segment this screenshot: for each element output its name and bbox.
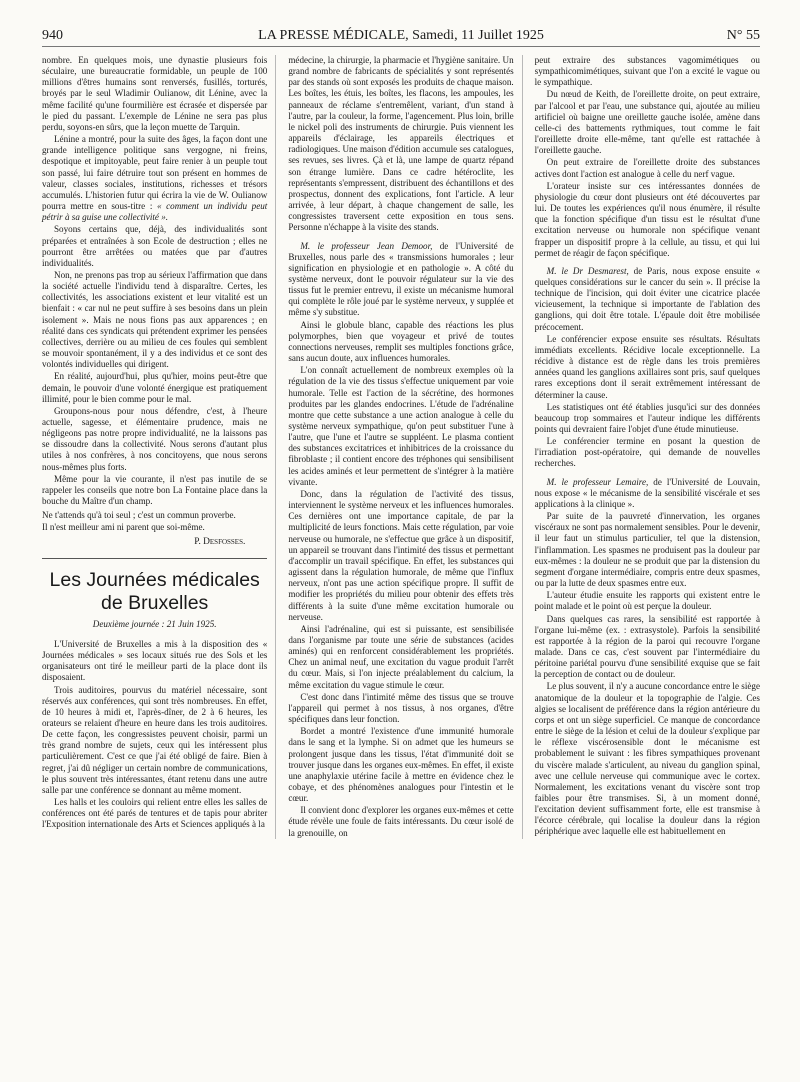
paragraph: Du nœud de Keith, de l'oreillette droite, on peut extraire, par l'alcool et par l'eau, une substance qui, ajoutée au milieu artificiel où baigne une oreillette gauche isolée, amène dans celle-ci des battements rythmiques, tout comme le fait l'oreillette droite elle-même, tant qu'elle est rattachée à l'oreillette gauche.: [534, 89, 760, 156]
paragraph: Le conférencier termine en posant la question de l'irradiation post-opératoire, qui demande de nouvelles recherches.: [534, 436, 760, 469]
paragraph: L'Université de Bruxelles a mis à la disposition des « Journées médicales » ses locaux situés rue des Sols et les organisateurs ont tiré le meilleur parti de la place dont ils disposaient.: [42, 638, 268, 683]
paragraph: Soyons certains que, déjà, des individualités sont préparées et entraînées à son Ecole de destruction ; elles ne pourront être arrêtées ou matées que par d'autres individualités.: [42, 224, 268, 268]
paragraph: Les halls et les couloirs qui relient entre elles les salles de conférences ont été parés de tentures et de tapis pour abriter l'Exposition internationale des Arts et Sciences appliqués à la: [42, 797, 268, 830]
paragraph: [42, 134, 267, 223]
column-right: [535, 55, 760, 839]
article-title: Les Journées médicales de Bruxelles: [49, 568, 260, 614]
paragraph: Le conférencier expose ensuite ses résultats. Résultats immédiats excellents. Récidive locale exceptionnelle. La récidive à distance est de règle dans les trois premières années quand les ganglions axillaires sont pris, sauf quelques rares exceptions dont il serait extrêmement intéressant de déterminer la cause.: [534, 333, 760, 400]
paragraph: Par suite de la pauvreté d'innervation, les organes viscéraux ne sont pas normalement sensibles. Pour le devenir, il leur faut un stimulus particulier, tel que la distension, l'inflammation. Les spasmes ne produisent pas la douleur par eux-mêmes : la douleur ne se produit que par la distension du segment d'organe intermédiaire, compris entre deux spasmes, ou par la lutte de deux spasmes entre eux.: [534, 511, 760, 589]
paragraph-text: Lénine a montré, pour la suite des âges, la façon dont une grande intelligence politique sans vergogne, ni freins, despotique et impitoyable, peut faire renier à un peuple tout son passé, lui faire détruire tout son présent en hommes de valeur, classes sociales, institutions, richesses et trésors accumulés. L'historien futur qui écrira la vie de W. Oulianow pourra mettre en sous-titre :: [42, 134, 268, 212]
paragraph: [535, 266, 760, 333]
speaker-name: M. le Dr Desmarest,: [546, 265, 629, 276]
masthead: LA PRESSE MÉDICALE, Samedi, 11 Juillet 1925: [258, 28, 544, 43]
paragraph: C'est donc dans l'intimité même des tissus que se trouve l'appareil qui permet à nos tissus, à nos organes, d'être spécifiques dans leur fonction.: [288, 691, 514, 725]
paragraph: Bordet a montré l'existence d'une immunité humorale dans le sang et la lymphe. Si on admet que les humeurs se prolongent jusque dans les tissus, l'état d'immunité doit se trouver jusque dans les organes eux-mêmes. En effet, il existe une anaphylaxie utérine facile à mettre en évidence chez le cobaye, et des phénomènes analogues pour l'intestin et le cœur.: [288, 726, 514, 804]
section-divider: [42, 558, 267, 559]
paragraph: Trois auditoires, pourvus du matériel nécessaire, sont réservés aux conférences, qui sont très nombreuses. En effet, de 10 heures à midi et, l'après-dîner, de 2 à 6 heures, les orateurs se relaient d'heure en heure dans les trois auditoires. De cette façon, les congressistes peuvent choisir, parmi un très grand nombre de sujets, ceux qui les intéressent plus particulièrement. C'est ce que j'ai été obligé de faire. Bien à regret, j'ai dû négliger un certain nombre de communications, le plus souvent très intéressantes, étant retenu dans une autre salle par une conférence se donnant au même moment.: [42, 684, 268, 795]
paragraph: nombre. En quelques mois, une dynastie plusieurs fois séculaire, une bureaucratie formidable, un peuple de 100 millions d'êtres humains sont renversés, fusillés, torturés, broyés par le seul Wladimir Oulianow, dit Lénine, avec la même facilité qu'une fourmilière est écrasée et dispersée par le pied du passant. L'exemple de Lénine ne sera pas plus perdu, soyons-en sûrs, que la leçon muette de Tarquin.: [42, 55, 268, 132]
issue-number: N° 55: [726, 28, 760, 43]
paragraph: L'on connaît actuellement de nombreux exemples où la régulation de la vie des tissus s'effectue uniquement par voie humorale. Telle est l'action de la sécrétine, des hormones produites par les glandes endocrines. L'étude de l'adrénaline montre que cette substance a une action analogue à celle du système nerveux sympathique, qu'on peut substituer l'une à l'autre, que l'une et l'autre se suppléent. Le plasma contient des substances excitatrices et inhibitrices de la croissance du fibroblaste ; il contient encore des tréphones qui sensibilisent les acides aminés et leur permettent de s'intégrer à la matière vivante.: [288, 365, 514, 487]
page-number: 940: [42, 28, 63, 43]
paragraph-text: de l'Université de Louvain, nous expose « le mécanisme de la sensibilité viscérale et ses applications à la clinique ».: [534, 476, 760, 509]
paragraph: Groupons-nous pour nous défendre, c'est, à l'heure actuelle, sagesse, et élémentaire prudence, mais ne négligeons pas notre propre individualité, ne la laissons pas se dissoudre dans la collectivité. Nous serons d'autant plus utiles à nos confrères, à nos concitoyens, que nous serons nous-mêmes plus forts.: [42, 405, 268, 472]
paragraph: Ainsi le globule blanc, capable des réactions les plus polymorphes, bien que voyageur et privé de toutes connections nerveuses, remplit ses multiples fonctions grâce, sans aucun doute, aux influences humorales.: [288, 319, 514, 364]
paragraph: Donc, dans la régulation de l'activité des tissus, interviennent le système nerveux et les influences humorales. Ces dernières ont une importance capitale, de par la multiplicité de leurs fonctions. Mais cette régulation, par voie nerveuse ou humorale, ne s'effectue que grâce à un dispositif, un appareil se trouvant dans l'intimité des tissus et permettant d'accomplir un travail spécifique. En effet, les substances qui agissent dans la régulation humorale, de même que l'influx nerveux, n'ont pas une action spécifique propre. Il suffit de modifier les propriétés du milieu pour obtenir des effets très différents à la suite d'une même excitation humorale ou nerveuse.: [288, 488, 514, 622]
speaker-name: M. le professeur Jean Demoor,: [300, 240, 433, 251]
paragraph: médecine, la chirurgie, la pharmacie et l'hygiène sanitaire. Un grand nombre de fabricants de spécialités y sont représentés par des stands où sont exposés les produits de chaque maison. Les boîtes, les étuis, les boîtes, les flacons, les ampoules, les panneaux de réclame s'entremêlent, variant, d'un stand à l'autre, par la couleur, la forme, l'agencement. Plus loin, brille le nickel poli des instruments de chirurgie. Puis viennent les appareils d'éclairage, les appareils électriques et radiologiques. Une maison d'édition accumule ses catalogues, ses revues, ses livres. Çà et là, une lampe de quartz répand son étrange lumière. Dans ce cadre hétéroclite, les représentants s'empressent, distribuent des échantillons et des prospectus, donnent des explications, font l'article. A leur arrivée, à leur départ, à chaque changement de salle, les congressistes traversent cette exposition en tous sens. Personne n'échappe à la visite des stands.: [288, 55, 514, 233]
running-head: [42, 26, 760, 47]
paragraph: Les statistiques ont été établies jusqu'ici sur des données beaucoup trop sommaires et l'auteur indique les différents points qui devraient faire l'objet d'une étude minutieuse.: [534, 401, 760, 434]
italic-quote: « comment un individu peut pétrir à sa guise une collectivité ».: [42, 201, 268, 223]
paragraph: Ainsi l'adrénaline, qui est si puissante, est sensibilisée dans l'organisme par toute une série de substances (acides aminés) qui en renforcent considérablement les propriétés. Chez un animal neuf, une excitation du vague produit l'arrêt du cœur. Mais, si l'on injecte préalablement du calcium, la même excitation du vague stimule le cœur.: [288, 623, 514, 690]
verse-line: Ne t'attends qu'à toi seul ; c'est un commun proverbe.: [42, 510, 236, 521]
paragraph: [535, 477, 760, 510]
column-left: [42, 55, 276, 839]
columns: [42, 55, 760, 839]
speaker-name: M. le professeur Lemaire,: [546, 476, 649, 487]
paragraph: En réalité, aujourd'hui, plus qu'hier, moins peut-être que demain, le pouvoir d'une volonté énergique est pratiquement illimité, pour le bien comme pour le mal.: [42, 371, 268, 404]
paragraph: On peut extraire de l'oreillette droite des substances actives dont l'action est analogue à celle du nerf vague.: [534, 157, 760, 179]
column-middle: [288, 55, 522, 839]
paragraph: Non, ne prenons pas trop au sérieux l'affirmation que dans la société actuelle l'individu tend à disparaître. Certes, les collectivités, les associations existent et leur vitalité est un bienfait : « car nul ne peut suffire à ses besoins dans un plein isolement ». Mais ne nous fions pas aux apparences ; en réalité dans ces syndicats qui prétendent exprimer les pensées collectives, derrière ou au milieu de ces foules qui semblent se mouvoir spontanément, il y a des individus et ce sont des volontés individuelles qui dirigent.: [42, 269, 268, 370]
paragraph: L'orateur insiste sur ces intéressantes données de physiologie du cœur dont plusieurs ont été découvertes par lui. De toutes les expériences qu'il nous énumère, il résulte que la fonction spécifique d'un tissu est le résultat d'une excitation nerveuse ou humorale non spécifique venant frapper un dispositif propre à la cellule, au tissu, et qui lui permet de réagir de façon spécifique.: [534, 180, 760, 258]
paragraph: peut extraire des substances vagomimétiques ou sympathicomimétiques, suivant que l'on a excité le vague ou le sympathique.: [534, 55, 760, 88]
verse-line: Il n'est meilleur ami ni parent que soi-même.: [42, 522, 205, 533]
paragraph: Dans quelques cas rares, la sensibilité est rapportée à l'organe lui-même (ex. : extrasystole). Parfois la sensibilité est rapportée à la région de la paroi qui recouvre l'organe malade. Dans ce cas, c'est souvent par l'intermédiaire du péritoine pariétal pourvu d'une sensibilité exquise que se fait la perception de contact ou de douleur.: [534, 613, 760, 680]
paragraph-text: de Paris, nous expose ensuite « quelques considérations sur le cancer du sein ». Il précise la technique de l'incision, qui doit éviter une cicatrice placée vicieusement, la technique si importante de l'ablation des ganglions, qui doit être totale. L'épaule doit être mobilisée précocement.: [534, 265, 760, 332]
article-dateline: Deuxième journée : 21 Juin 1925.: [92, 618, 217, 629]
paragraph: [288, 241, 513, 319]
paragraph: Il convient donc d'explorer les organes eux-mêmes et cette étude révèle une foule de faits intéressants. Du cœur isolé de la grenouille, on: [288, 805, 514, 838]
paragraph-text: de l'Université de Bruxelles, nous parle des « transmissions humorales ; leur signification en physiologie et en pathologie ». A côté du système nerveux, dont le pouvoir régulateur sur la vie des tissus fut le premier entrevu, il existe un mécanisme humoral qui complète le rôle joué par le système nerveux, y supplée et même s'y substitue.: [288, 240, 514, 318]
paragraph: L'auteur étudie ensuite les rapports qui existent entre le point malade et le point où est perçue la douleur.: [534, 590, 760, 612]
paragraph: Même pour la vie courante, il n'est pas inutile de se rappeler les conseils que notre bon La Fontaine place dans la bouche du Maître d'un champ.: [42, 473, 268, 507]
author-signature: P. Desfosses.: [194, 536, 246, 547]
paragraph: Le plus souvent, il n'y a aucune concordance entre le siège anatomique de la douleur et la topographie de l'algie. Ces algies se localisent de préférence dans la région antérieure du corps et ont un siège superficiel. Ce manque de concordance entre le siège de la lésion et celui de la douleur s'explique par le réflexe viscérosensible dont le mécanisme est probablement le suivant : les fibres sympathiques provenant du viscère malade s'articulent, au niveau du ganglion spinal, avec une cellule nerveuse qui communique avec le cortex. Normalement, les excitations venant du viscère sont trop faibles pour être transmises. Si, à un moment donné, l'excitation devient suffisamment forte, elle est transmise à l'écorce cérébrale, qui localise la douleur dans la région périphérique avec laquelle elle est habituellement en: [534, 681, 760, 837]
